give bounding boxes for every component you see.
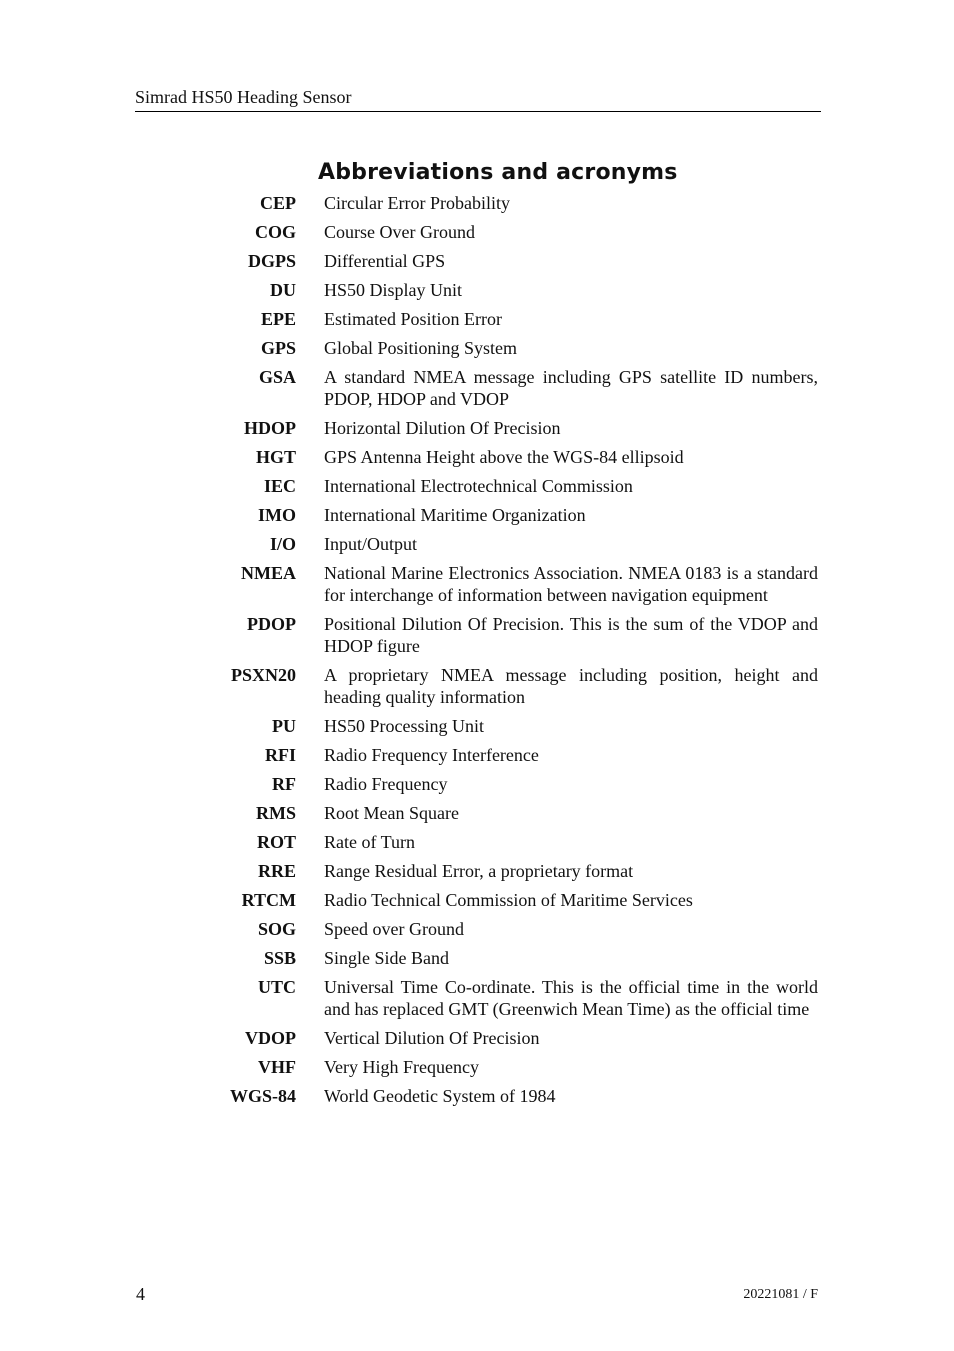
glossary-entry <box>200 773 820 795</box>
glossary-entry <box>200 533 820 555</box>
glossary-entry <box>200 417 820 439</box>
glossary-term: IEC <box>263 476 296 496</box>
glossary-entry <box>200 279 820 301</box>
glossary-definition: National Marine Electronics Association. NMEA 0183 is a standard for interchange of information between navigation equipment <box>324 563 818 605</box>
glossary-term: VDOP <box>245 1028 296 1048</box>
glossary-definition: HS50 Display Unit <box>324 280 463 300</box>
glossary-term: HDOP <box>244 418 296 438</box>
running-header <box>135 87 821 112</box>
glossary-entry <box>200 475 820 497</box>
glossary-term: PU <box>272 716 296 736</box>
glossary-entry <box>200 446 820 468</box>
glossary-definition: Circular Error Probability <box>324 193 510 213</box>
glossary-term: GSA <box>258 367 296 387</box>
glossary-entry <box>200 366 820 410</box>
page-number: 4 <box>136 1284 145 1304</box>
glossary-entry <box>200 860 820 882</box>
glossary-term: DGPS <box>247 251 296 271</box>
glossary-entry <box>200 664 820 708</box>
glossary-definition: Differential GPS <box>324 251 446 271</box>
glossary-term: PDOP <box>247 614 296 634</box>
glossary-entry <box>200 562 820 606</box>
glossary-entry <box>200 1085 820 1107</box>
glossary-definition: Course Over Ground <box>324 222 475 242</box>
glossary-definition: A proprietary NMEA message including position, height and heading quality information <box>324 665 818 707</box>
glossary-definition: Radio Frequency <box>324 774 448 794</box>
glossary-definition: Rate of Turn <box>324 832 416 852</box>
glossary-definition: Single Side Band <box>324 948 449 968</box>
glossary-term: ROT <box>256 832 296 852</box>
glossary-entry <box>200 613 820 657</box>
glossary-term: UTC <box>257 977 296 997</box>
glossary-term: NMEA <box>241 563 296 583</box>
glossary-entry <box>200 918 820 940</box>
glossary-term: RRE <box>257 861 296 881</box>
glossary-term: CEP <box>260 193 296 213</box>
glossary-definition: Root Mean Square <box>324 803 459 823</box>
glossary-definition: A standard NMEA message including GPS satellite ID numbers, PDOP, HDOP and VDOP <box>324 367 818 409</box>
glossary-entry <box>200 976 820 1020</box>
glossary-list <box>200 192 820 1114</box>
glossary-entry <box>200 250 820 272</box>
glossary-term: SOG <box>257 919 296 939</box>
glossary-definition: Range Residual Error, a proprietary format <box>324 861 634 881</box>
glossary-definition: Radio Technical Commission of Maritime Services <box>324 890 693 910</box>
glossary-term: DU <box>270 280 296 300</box>
glossary-entry <box>200 504 820 526</box>
glossary-definition: Horizontal Dilution Of Precision <box>324 418 561 438</box>
glossary-entry <box>200 308 820 330</box>
glossary-definition: Global Positioning System <box>324 338 518 358</box>
glossary-term: RTCM <box>241 890 296 910</box>
glossary-term: WGS-84 <box>229 1086 296 1106</box>
glossary-entry <box>200 831 820 853</box>
section-title: Abbreviations and acronyms <box>318 160 678 185</box>
glossary-definition: Universal Time Co-ordinate. This is the official time in the world and has replaced GMT (Greenwich Mean Time) as the official time <box>324 977 818 1019</box>
glossary-entry <box>200 221 820 243</box>
glossary-term: IMO <box>258 505 296 525</box>
glossary-definition: International Maritime Organization <box>324 505 586 525</box>
glossary-definition: International Electrotechnical Commission <box>324 476 633 496</box>
glossary-term: RMS <box>256 803 296 823</box>
glossary-definition: Input/Output <box>324 534 417 554</box>
glossary-entry <box>200 192 820 214</box>
glossary-term: SSB <box>263 948 296 968</box>
glossary-definition: World Geodetic System of 1984 <box>324 1086 556 1106</box>
glossary-term: GPS <box>260 338 296 358</box>
glossary-term: VHF <box>258 1057 296 1077</box>
glossary-definition: Radio Frequency Interference <box>324 745 539 765</box>
glossary-entry <box>200 947 820 969</box>
glossary-definition: GPS Antenna Height above the WGS-84 ellipsoid <box>324 447 684 467</box>
glossary-definition: HS50 Processing Unit <box>324 716 485 736</box>
glossary-term: EPE <box>260 309 296 329</box>
glossary-definition: Very High Frequency <box>324 1057 479 1077</box>
glossary-entry <box>200 715 820 737</box>
document-title: Simrad HS50 Heading Sensor <box>135 87 352 107</box>
glossary-entry <box>200 1056 820 1078</box>
document-reference: 20221081 / F <box>743 1287 818 1302</box>
glossary-term: I/O <box>269 534 296 554</box>
glossary-entry <box>200 889 820 911</box>
glossary-entry <box>200 744 820 766</box>
glossary-term: COG <box>254 222 296 242</box>
glossary-entry <box>200 337 820 359</box>
glossary-term: HGT <box>255 447 296 467</box>
glossary-term: PSXN20 <box>230 665 296 685</box>
glossary-entry <box>200 802 820 824</box>
glossary-term: RF <box>272 774 296 794</box>
glossary-entry <box>200 1027 820 1049</box>
glossary-definition: Vertical Dilution Of Precision <box>324 1028 540 1048</box>
glossary-term: RFI <box>265 745 296 765</box>
glossary-definition: Speed over Ground <box>324 919 464 939</box>
glossary-definition: Estimated Position Error <box>324 309 502 329</box>
glossary-definition: Positional Dilution Of Precision. This is the sum of the VDOP and HDOP figure <box>324 614 818 656</box>
